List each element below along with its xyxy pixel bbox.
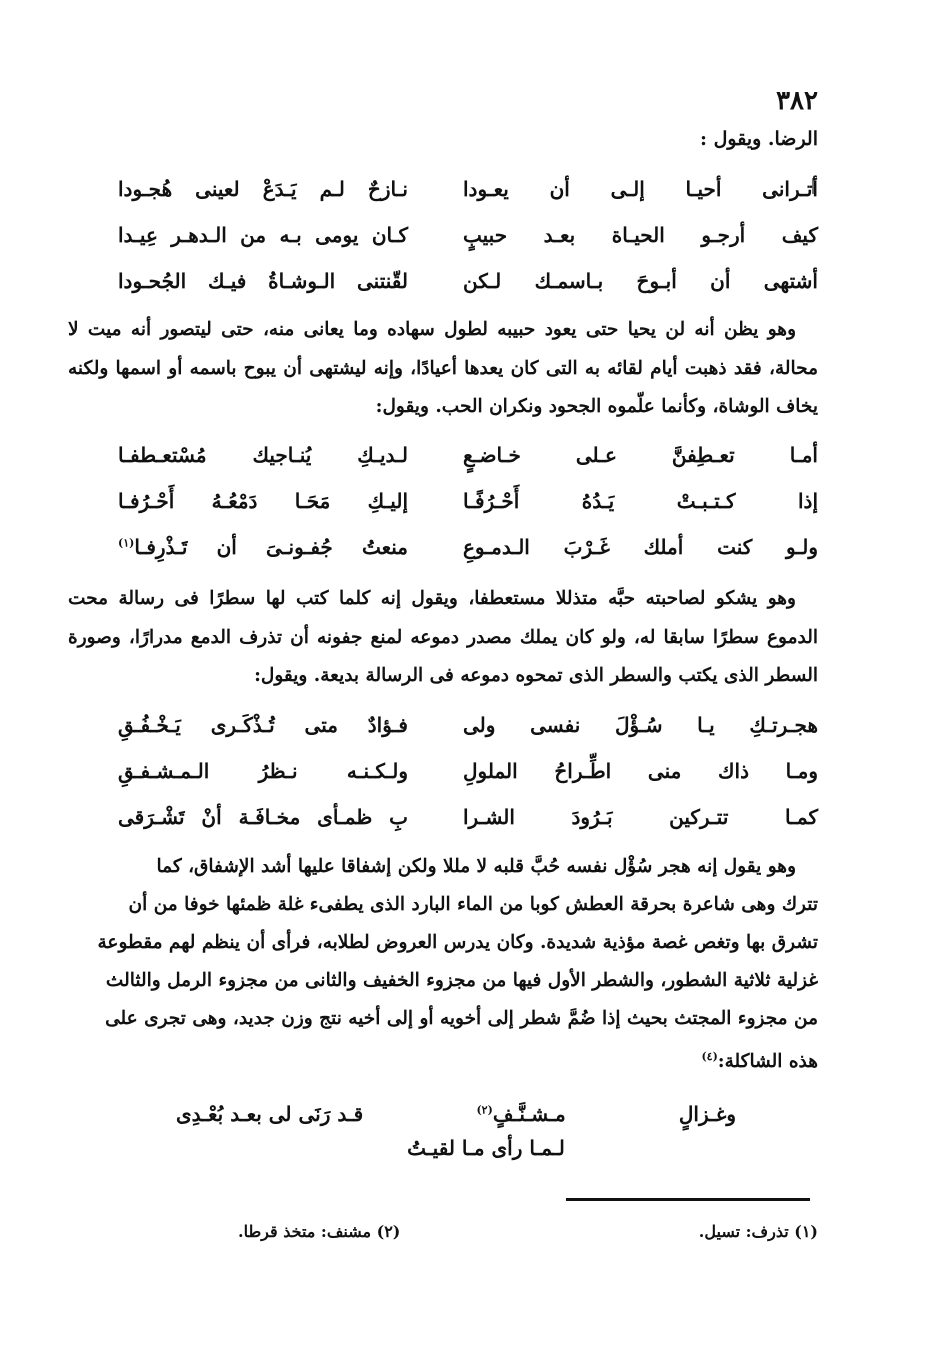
- intro-line: الرضا. ويقول :: [699, 128, 818, 150]
- hemistich-first: أشتهى أن أبـوحَ بـاسمـك لـكن: [463, 269, 818, 293]
- hemistich-second: [118, 535, 408, 559]
- verse: [118, 524, 818, 570]
- hemistich-first: كيف أرجـو الحيـاة بعـد حبيبٍ: [463, 223, 818, 247]
- verse: [118, 702, 818, 748]
- verse: [118, 748, 818, 794]
- hemistich-second: إليـكِ مَحَـا دَمْعُـهُ أَحْـرُفـا: [118, 489, 408, 513]
- footnote-1: (١) تذرف: تسيل.: [698, 1222, 818, 1241]
- hemistich-first: هجـرتـكِ يـا سُـؤْلَ نفسى ولى: [463, 713, 818, 737]
- hemistich-second: فـؤادٌ متى تُـذْكَـرى يَـخْـفُـقِ: [118, 713, 408, 737]
- footnote-ref: (١): [118, 536, 135, 550]
- hemistich-second: بِ ظمـأى مخـافَـة أنْ تَشْـرَقى: [118, 805, 408, 829]
- poem-1: [118, 166, 818, 304]
- verse: [118, 432, 818, 478]
- footnotes: [238, 1222, 818, 1241]
- verse-line-2: لـمـا رأى مـا لقيـتُ: [407, 1136, 565, 1160]
- text-line: [68, 1038, 818, 1082]
- verse: [118, 478, 818, 524]
- verse: [118, 258, 818, 304]
- text-line: وهو يقول إنه هجر سُؤْل نفسه حُبَّ قلبه لا مللا ولكن إشفاقا عليها أشد الإشفاق، كما: [156, 856, 796, 877]
- text-line: غزلية ثلاثية الشطور، والشطر الأول فيها من مجزوء الخفيف والثانى من مجزوء الرمل والثالث: [105, 970, 818, 991]
- hemistich-first: أتـرانى أحيـا إلـى أن يعـودا: [463, 177, 818, 201]
- footnote-2: (٢) مشنف: متخذ قرطا.: [238, 1222, 401, 1241]
- verse-part-1: وغـزالٍ: [678, 1102, 736, 1126]
- page-number: ٣٨٢: [776, 86, 818, 116]
- verse: [118, 794, 818, 840]
- verse: [118, 166, 818, 212]
- verse-part-2-text: مـشـنَّـفٍ: [492, 1102, 566, 1126]
- hemistich-first: أمـا تعـطِفنَّ عـلى خـاضـعٍ: [463, 443, 818, 467]
- verse-line-1: [176, 1092, 736, 1136]
- text-line: تترك وهى شاعرة بحرقة العطش كوبا من الماء البارد الذى يطفىء غلة ظمئها خوفا من أن: [128, 894, 818, 915]
- verse-part-3: قـد رَنَى لى بعـد بُعْـدِى: [176, 1102, 364, 1126]
- hemistich-second: نـازحٌ لـم يَـدَعْ لعينى هُجـودا: [118, 177, 408, 201]
- tripartite-verse: [176, 1092, 736, 1176]
- footnote-ref: (٤): [701, 1050, 718, 1063]
- paragraph-2: وهو يشكو لصاحبته حبَّه متذللا مستعطفا، ويقول إنه كلما كتب لها سطرًا فى رسالة محت الدموع سطرًا سابقا له، ولو كان يملك مصدر دموعه لمنع جفونه أن تذرف الدمع مدرارًا، وصورة السطر الذى يكتب والسطر الذى تمحوه دموعه فى الرسالة بديعة. ويقول:: [68, 588, 818, 686]
- text-line-content: هذه الشاكلة:: [717, 1051, 818, 1073]
- text-line: من مجزوء المجتث بحيث إذا ضُمَّ شطر إلى أخويه أو إلى أخيه نتج وزن جديد، وهى تجرى على: [105, 1008, 818, 1029]
- text-line: تشرق بها وتغص غصة مؤذية شديدة. وكان يدرس العروض لطلابه، فرأى أن ينظم لهم مقطوعة: [97, 932, 818, 953]
- hemistich-first: ولـو كنت أملك غَـرْبَ الـدمـوعِ: [463, 535, 818, 559]
- verse: [118, 212, 818, 258]
- paragraph-1: وهو يظن أنه لن يحيا حتى يعود حبيبه لطول سهاده وما يعانى منه، حتى ليتصور أنه ميت لا محالة، فقد ذهبت أيام لقائه به التى كان يعدها أعيادًا، وإنه ليشتهى أن يبوح باسمه أو اسمها ولكنه يخاف الوشاة، وكأنما علّموه الجحود ونكران الحب. ويقول:: [68, 319, 818, 417]
- hemistich-second: لقّنتنى الـوشـاةُ فيـك الجُحـودا: [118, 269, 408, 293]
- footnote-ref: (٢): [476, 1103, 493, 1117]
- hemistich-text: منعتُ جُفـونـىَ أن تَـذْرِفـا: [134, 535, 408, 559]
- hemistich-first: كمـا تتـركين بَـرُودَ الشـرا: [463, 805, 818, 829]
- verse-part-2: [476, 1102, 565, 1126]
- hemistich-first: إذا كـتـبـتْ يَـدُهُ أَحْـرُفًـا: [463, 489, 818, 513]
- poem-2: [118, 432, 818, 570]
- hemistich-second: ولـكـنـه نـظرُ الـمـشـفـقِ: [118, 759, 408, 783]
- hemistich-second: كـان يومى بـه من الـدهـر عِيـدا: [118, 223, 408, 247]
- hemistich-first: ومـا ذاك منى اطِّـراحُ الملولِ: [463, 759, 818, 783]
- footnote-separator: [566, 1198, 810, 1201]
- poem-3: [118, 702, 818, 840]
- hemistich-second: لـديـكِ يُنـاجيك مُسْتعـطفـا: [118, 443, 408, 467]
